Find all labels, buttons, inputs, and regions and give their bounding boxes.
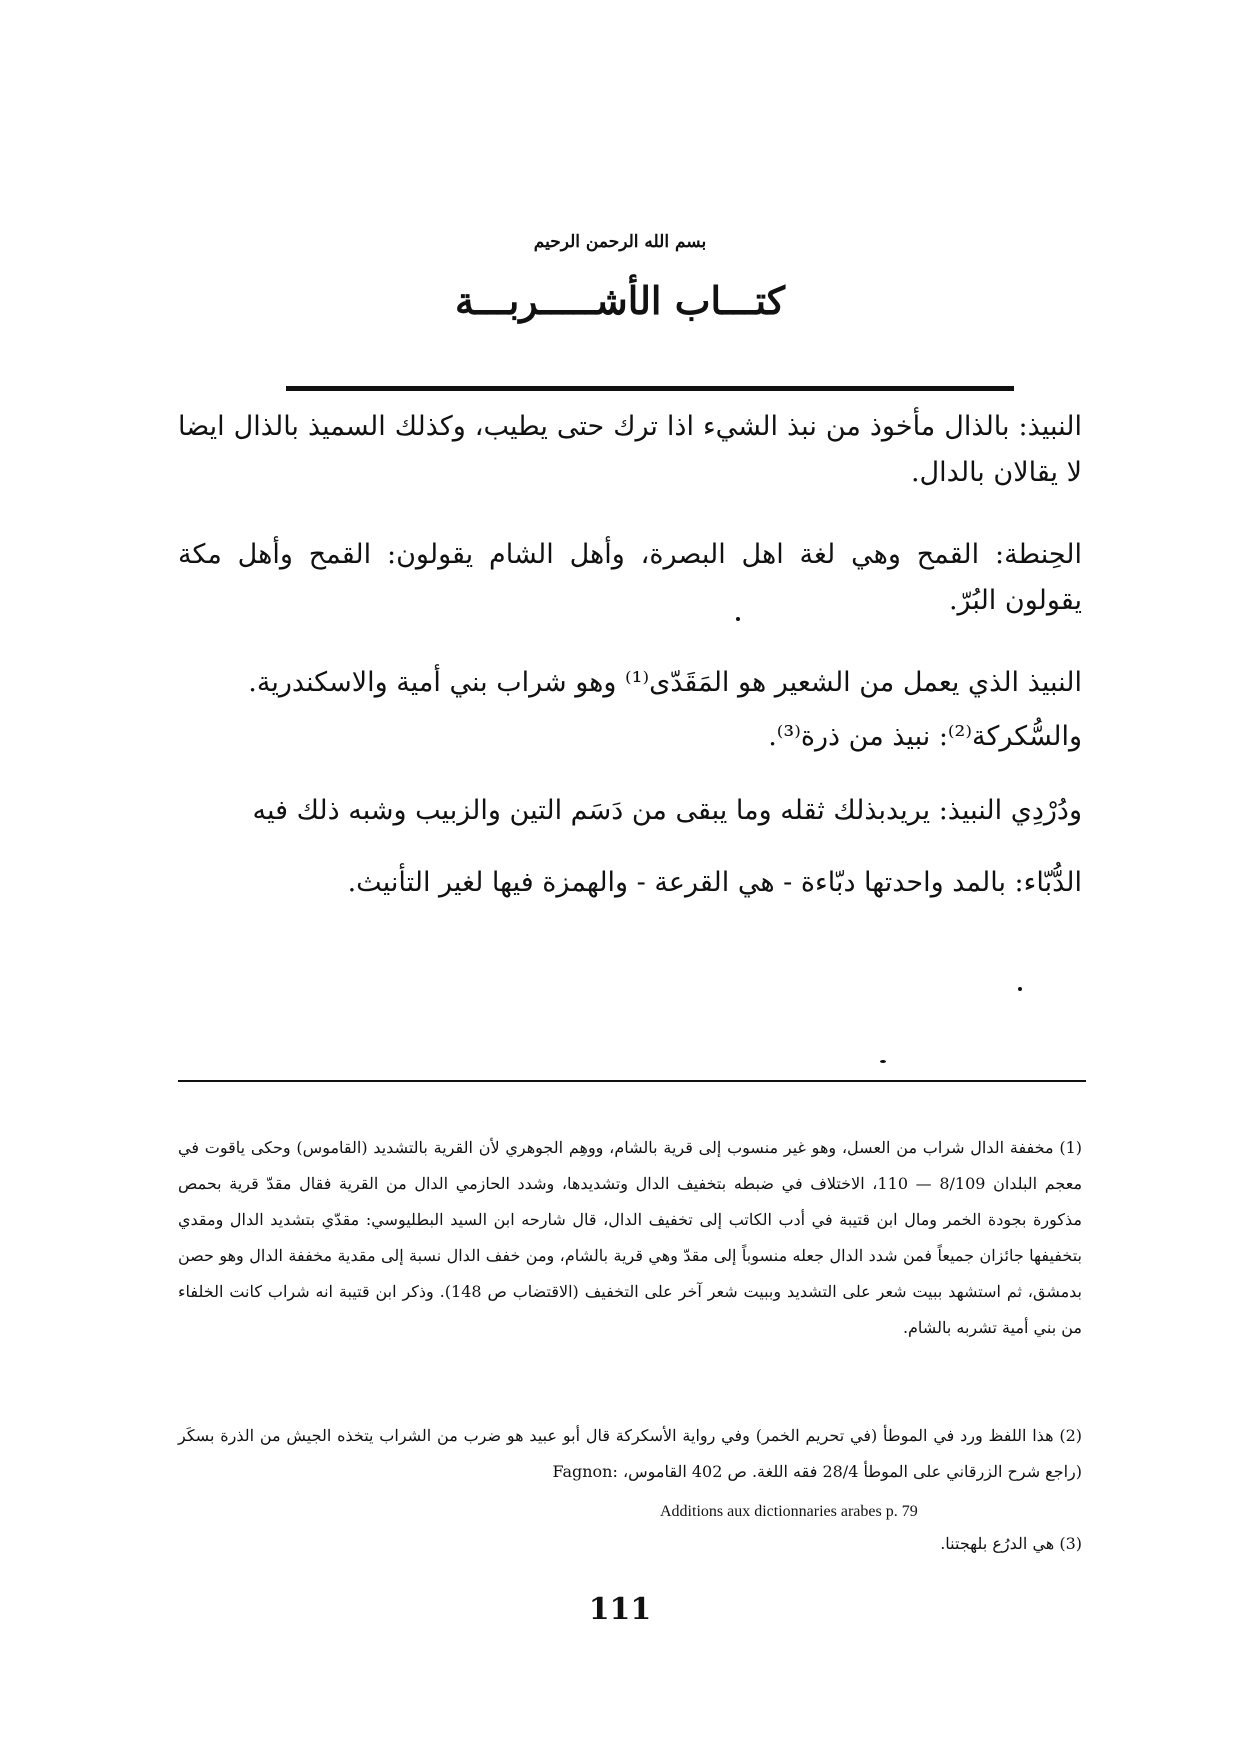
entry-durdi: ودُرْدِي النبيذ: يريدبذلك ثقله وما يبقى من دَسَم التين والزبيب وشبه ذلك فيه	[252, 795, 1082, 826]
entry-muqaddi: النبيذ الذي يعمل من الشعير هو المَقَدّى⁽¹⁾ وهو شراب بني أمية والاسكندرية.	[248, 667, 1082, 698]
page-number: 111	[588, 1592, 652, 1627]
entry-sukurka: والسُّكركة⁽²⁾: نبيذ من ذرة⁽³⁾.	[768, 721, 1082, 752]
entry-dubba: الدُّبّاء: بالمد واحدتها دبّاءة - هي القرعة - والهمزة فيها لغير التأنيث.	[347, 867, 1082, 898]
entry-nabidh: النبيذ: بالذال مأخوذ من نبذ الشيء اذا ترك حتى يطيب، وكذلك السميذ بالذال ايضا لا يقالان بالدال.	[178, 411, 1082, 488]
footnote-2: (2) هذا اللفظ ورد في الموطأ (في تحريم الخمر) وفي رواية الأسكركة قال أبو عبيد هو ضرب من الشراب يتخذه الجيش من الذرة بسكَر (راجع شرح الزرقاني على الموطأ 28/4 فقه اللغة. ص 402 القاموس، :Fagnon	[178, 1426, 1083, 1481]
book-title: كتـــاب الأشـــــربـــة	[454, 278, 786, 323]
ink-speck	[736, 617, 740, 621]
ink-speck	[880, 1060, 886, 1063]
footnote-separator	[178, 1080, 1086, 1082]
ink-speck	[1018, 987, 1022, 991]
footnote-1: (1) مخففة الدال شراب من العسل، وهو غير منسوب إلى قرية بالشام، ووهِم الجوهري لأن القرية بالتشديد (القاموس) وحكى ياقوت في معجم البلدان 8/109 — 110، الاختلاف في ضبطه بتخفيف الدال وتشديدها، وشدد الحازمي الدال من القرية فقال مقدّ قرية بحمص مذكورة بجودة الخمر ومال ابن قتيبة في أدب الكاتب إلى تخفيف الدال، قال شارحه ابن السيد البطليوسي: مقدّي بتشديد الدال ومقدي بتخفيفها جائزان جميعاً فمن شدد الدال جعله منسوباً إلى مقدّ وهي قرية بالشام، ومن خفف الدال نسبة إلى مقدية مخففة الدال وهو حصن بدمشق، ثم استشهد ببيت شعر على التشديد وببيت شعر آخر على التخفيف (الاقتضاب ص 148). وذكر ابن قتيبة انه شراب كانت الخلفاء من بني أمية تشربه بالشام.	[178, 1138, 1083, 1337]
entry-hinta: الحِنطة: القمح وهي لغة اهل البصرة، وأهل الشام يقولون: القمح وأهل مكة يقولون البُرّ.	[178, 539, 1082, 616]
footnote-2-latin-reference: Additions aux dictionnaries arabes p. 79	[660, 1503, 918, 1520]
title-underline	[286, 386, 1014, 391]
footnote-3: (3) هي الدرُع بلهجتنا.	[940, 1534, 1082, 1553]
basmala: بسم الله الرحمن الرحيم	[533, 232, 707, 252]
